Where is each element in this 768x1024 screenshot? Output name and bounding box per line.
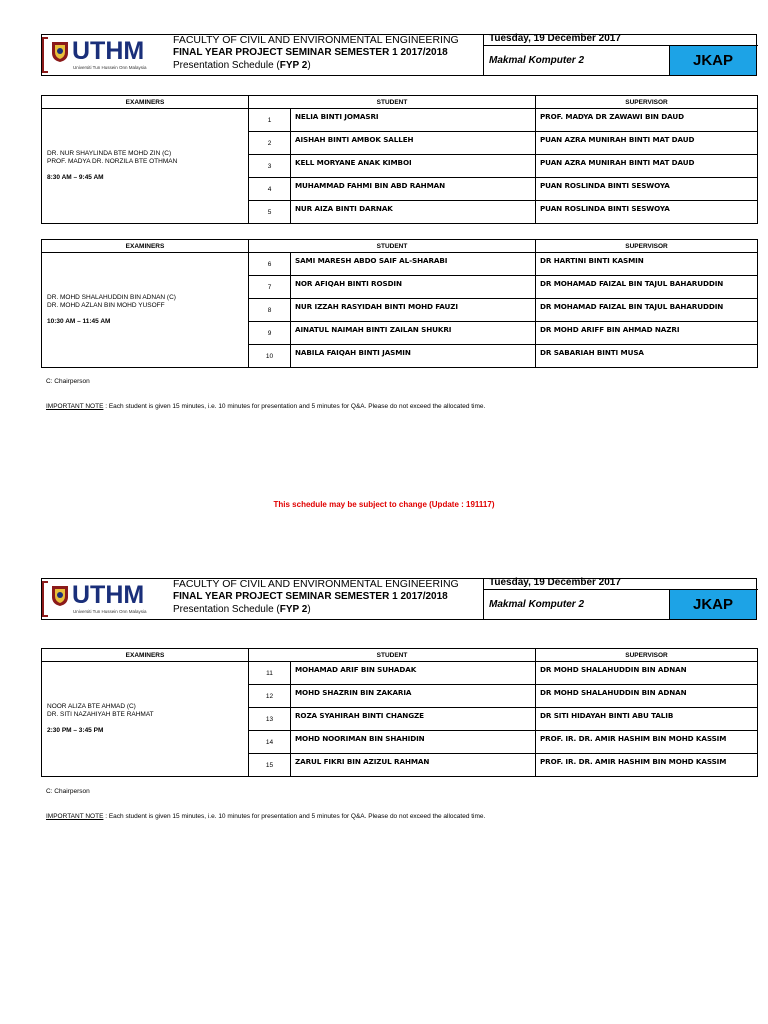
logo-subtitle: Universiti Tun Hussein Onn Malaysia — [73, 609, 147, 614]
supervisor-name: PROF. MADYA DR ZAWAWI BIN DAUD — [536, 109, 758, 132]
row-number: 4 — [249, 178, 291, 201]
supervisor-name: PUAN ROSLINDA BINTI SESWOYA — [536, 178, 758, 201]
uthm-logo — [42, 35, 164, 75]
row-number: 8 — [249, 299, 291, 322]
examiner-name: DR. MOHD AZLAN BIN MOHD YUSOFF — [47, 302, 165, 309]
crest-icon — [51, 41, 69, 63]
supervisor-header: SUPERVISOR — [536, 649, 758, 662]
supervisor-name: PUAN AZRA MUNIRAH BINTI MAT DAUD — [536, 132, 758, 155]
presentation-text: FYP 2 — [279, 60, 308, 71]
examiners-header: EXAMINERS — [42, 240, 249, 253]
session-time: 10:30 AM – 11:45 AM — [47, 318, 111, 325]
logo-subtitle: Universiti Tun Hussein Onn Malaysia — [73, 65, 147, 70]
presentation-text: FYP 2 — [279, 604, 308, 615]
project-title: FINAL YEAR PROJECT SEMINAR SEMESTER 1 2017/2018 — [173, 47, 448, 58]
row-number: 10 — [249, 345, 291, 368]
student-name: AISHAH BINTI AMBOK SALLEH — [291, 132, 536, 155]
note-text: IMPORTANT NOTE — [46, 813, 104, 820]
examiners-cell — [42, 109, 249, 224]
chairperson-note: C: Chairperson — [46, 378, 90, 385]
important-note — [46, 813, 485, 820]
lab-location: Makmal Komputer 2 — [483, 590, 669, 619]
row-number: 13 — [249, 708, 291, 731]
supervisor-name: PROF. IR. DR. AMIR HASHIM BIN MOHD KASSIM — [536, 731, 758, 754]
note-text: : Each student is given 15 minutes, i.e. 10 minutes for presentation and 5 minutes for Q&A. Please do not exceed the allocated time. — [103, 403, 486, 410]
student-name: NUR AIZA BINTI DARNAK — [291, 201, 536, 224]
supervisor-name: DR MOHAMAD FAIZAL BIN TAJUL BAHARUDDIN — [536, 276, 758, 299]
note-text: : Each student is given 15 minutes, i.e. 10 minutes for presentation and 5 minutes for Q&A. Please do not exceed the allocated time. — [103, 813, 486, 820]
row-number: 7 — [249, 276, 291, 299]
presentation-text: ) — [307, 604, 311, 615]
row-number: 11 — [249, 662, 291, 685]
uthm-logo — [42, 579, 164, 619]
project-title: FINAL YEAR PROJECT SEMINAR SEMESTER 1 2017/2018 — [173, 591, 448, 602]
examiners-cell — [42, 253, 249, 368]
examiners-header: EXAMINERS — [42, 96, 249, 109]
student-name: NABILA FAIQAH BINTI JASMIN — [291, 345, 536, 368]
change-notice: This schedule may be subject to change (Update : 191117) — [273, 500, 495, 509]
crest-icon — [51, 585, 69, 607]
student-name: MOHD NOORIMAN BIN SHAHIDIN — [291, 731, 536, 754]
supervisor-header: SUPERVISOR — [536, 96, 758, 109]
presentation-title — [173, 604, 311, 616]
student-name: ZARUL FIKRI BIN AZIZUL RAHMAN — [291, 754, 536, 777]
student-name: SAMI MARESH ABDO SAIF AL-SHARABI — [291, 253, 536, 276]
student-name: NUR IZZAH RASYIDAH BINTI MOHD FAUZI — [291, 299, 536, 322]
schedule-table — [41, 95, 758, 224]
supervisor-name: PUAN AZRA MUNIRAH BINTI MAT DAUD — [536, 155, 758, 178]
schedule-table — [41, 648, 758, 777]
student-name: NOR AFIQAH BINTI ROSDIN — [291, 276, 536, 299]
supervisor-name: DR MOHD ARIFF BIN AHMAD NAZRI — [536, 322, 758, 345]
student-name: MUHAMMAD FAHMI BIN ABD RAHMAN — [291, 178, 536, 201]
student-header: STUDENT — [249, 240, 536, 253]
schedule-date: Tuesday, 19 December 2017 — [483, 34, 758, 46]
schedule-table — [41, 239, 758, 368]
session-time: 2:30 PM – 3:45 PM — [47, 727, 104, 734]
student-name: ROZA SYAHIRAH BINTI CHANGZE — [291, 708, 536, 731]
supervisor-name: DR SABARIAH BINTI MUSA — [536, 345, 758, 368]
row-number: 9 — [249, 322, 291, 345]
examiner-name: PROF. MADYA DR. NORZILA BTE OTHMAN — [47, 158, 178, 165]
dept-badge: JKAP — [669, 590, 756, 619]
row-number: 14 — [249, 731, 291, 754]
student-name: MOHAMAD ARIF BIN SUHADAK — [291, 662, 536, 685]
examiner-name: DR. MOHD SHALAHUDDIN BIN ADNAN (C) — [47, 294, 176, 301]
row-number: 3 — [249, 155, 291, 178]
supervisor-name: DR MOHAMAD FAIZAL BIN TAJUL BAHARUDDIN — [536, 299, 758, 322]
supervisor-name: DR SITI HIDAYAH BINTI ABU TALIB — [536, 708, 758, 731]
table-row — [42, 253, 758, 276]
table-row — [42, 109, 758, 132]
important-note — [46, 403, 485, 410]
student-header: STUDENT — [249, 649, 536, 662]
chairperson-note: C: Chairperson — [46, 788, 90, 795]
note-text: IMPORTANT NOTE — [46, 403, 104, 410]
schedule-date: Tuesday, 19 December 2017 — [483, 578, 758, 590]
examiner-name: NOOR ALIZA BTE AHMAD (C) — [47, 703, 136, 710]
dept-badge: JKAP — [669, 46, 756, 75]
page-header — [41, 34, 757, 76]
student-header: STUDENT — [249, 96, 536, 109]
row-number: 5 — [249, 201, 291, 224]
logo-bracket — [42, 581, 48, 617]
student-name: NELIA BINTI JOMASRI — [291, 109, 536, 132]
supervisor-name: DR HARTINI BINTI KASMIN — [536, 253, 758, 276]
examiner-name: DR. SITI NAZAHIYAH BTE RAHMAT — [47, 711, 154, 718]
presentation-text: Presentation Schedule ( — [173, 604, 280, 615]
supervisor-name: DR MOHD SHALAHUDDIN BIN ADNAN — [536, 662, 758, 685]
page-header — [41, 578, 757, 620]
examiner-name: DR. NUR SHAYLINDA BTE MOHD ZIN (C) — [47, 150, 172, 157]
supervisor-name: PUAN ROSLINDA BINTI SESWOYA — [536, 201, 758, 224]
student-name: MOHD SHAZRIN BIN ZAKARIA — [291, 685, 536, 708]
examiners-header: EXAMINERS — [42, 649, 249, 662]
row-number: 12 — [249, 685, 291, 708]
examiners-cell — [42, 662, 249, 777]
logo-bracket — [42, 37, 48, 73]
presentation-text: Presentation Schedule ( — [173, 60, 280, 71]
presentation-text: ) — [307, 60, 311, 71]
student-name: AINATUL NAIMAH BINTI ZAILAN SHUKRI — [291, 322, 536, 345]
lab-location: Makmal Komputer 2 — [483, 46, 669, 75]
faculty-title: FACULTY OF CIVIL AND ENVIRONMENTAL ENGINEERING — [173, 34, 459, 46]
row-number: 15 — [249, 754, 291, 777]
logo-text: UTHM — [72, 581, 145, 609]
session-time: 8:30 AM – 9:45 AM — [47, 174, 104, 181]
row-number: 2 — [249, 132, 291, 155]
row-number: 1 — [249, 109, 291, 132]
logo-text: UTHM — [72, 37, 145, 65]
faculty-title: FACULTY OF CIVIL AND ENVIRONMENTAL ENGINEERING — [173, 578, 459, 590]
student-name: KELL MORYANE ANAK KIMBOI — [291, 155, 536, 178]
supervisor-name: DR MOHD SHALAHUDDIN BIN ADNAN — [536, 685, 758, 708]
supervisor-name: PROF. IR. DR. AMIR HASHIM BIN MOHD KASSIM — [536, 754, 758, 777]
presentation-title — [173, 60, 311, 72]
table-row — [42, 662, 758, 685]
row-number: 6 — [249, 253, 291, 276]
supervisor-header: SUPERVISOR — [536, 240, 758, 253]
